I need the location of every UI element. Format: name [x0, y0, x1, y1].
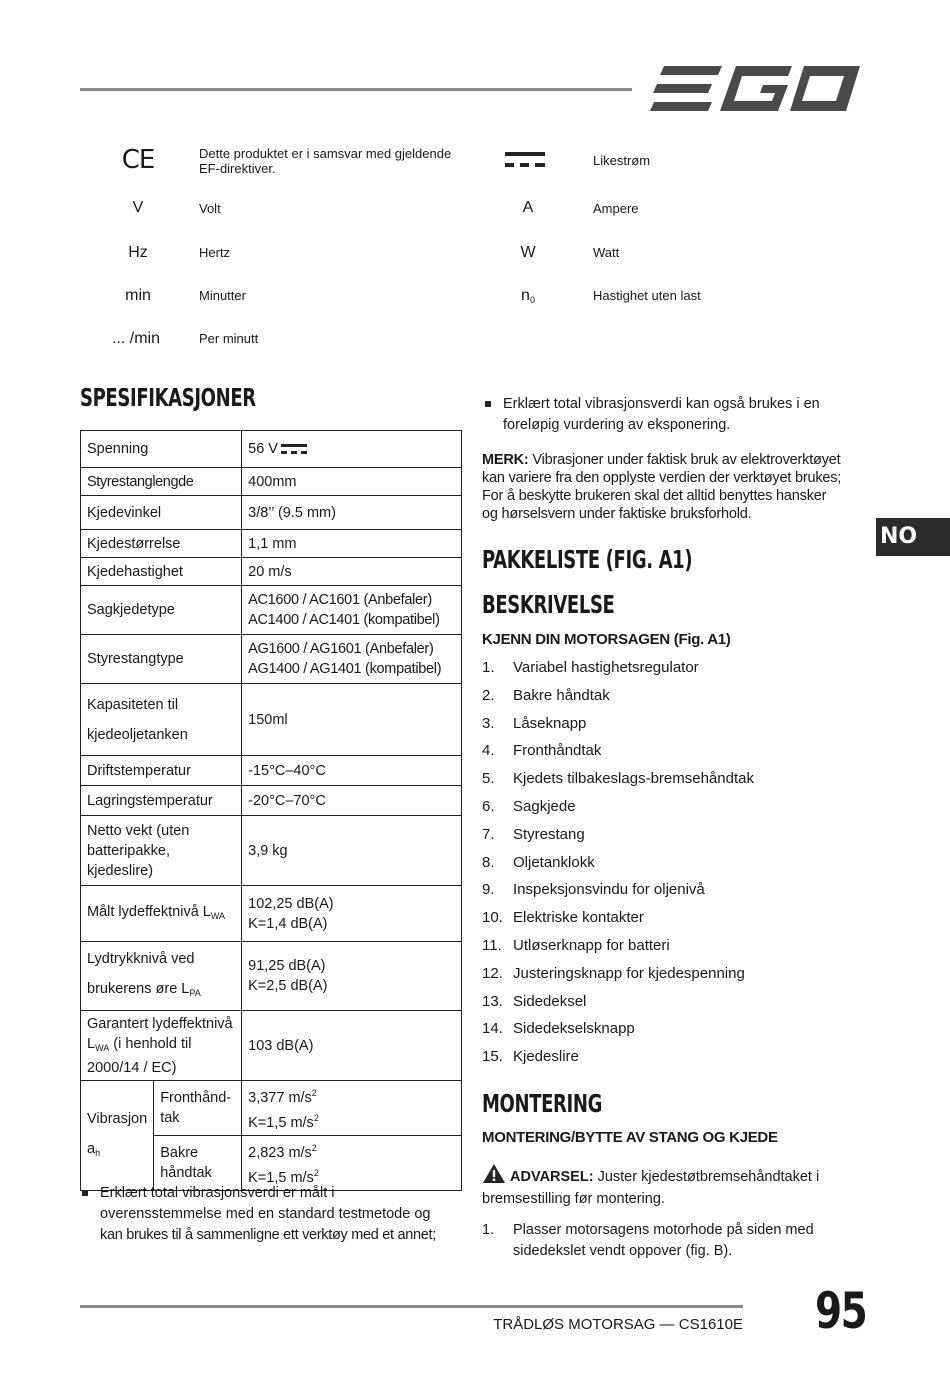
spec-label: Kapasiteten til kjedeoljetanken — [81, 684, 242, 756]
spec-value: 3,377 $m/s^2$ K=1,5 $m/s^2$ — [242, 1081, 462, 1136]
symbol-no-load-speed: $n_0$ — [521, 287, 535, 305]
step-1: 1. Plasser motorsagens motorhode på siden med sidedekslet vendt oppover (fig. B). — [482, 1222, 814, 1259]
symbol-desc-hertz: Hertz — [199, 245, 231, 260]
bullet-vibration-exposure: Erklært total vibrasjonsverdi kan også brukes i en foreløpig vurdering av eksponering. — [485, 394, 875, 436]
ego-logo — [650, 64, 862, 114]
ce-mark-icon: CE — [121, 145, 155, 175]
spec-table — [80, 430, 462, 1191]
spec-label-vibration: Vibrasjon $a_h$ — [81, 1081, 154, 1191]
warning-label: ADVARSEL: — [510, 1169, 594, 1185]
spec-value: 150ml — [242, 684, 462, 756]
spec-label: Styrestangtype — [81, 635, 242, 684]
spec-value: 1,1 mm — [242, 530, 462, 558]
spec-label: Driftstemperatur — [81, 756, 242, 786]
spec-label: Kjedestørrelse — [81, 530, 242, 558]
kjenn-subheading: KJENN DIN MOTORSAGEN (Fig. A1) — [482, 631, 731, 648]
spec-label: Lydtrykknivå ved brukerens øre $L_{PA}$ — [81, 942, 242, 1011]
spec-label: Styrestanglengde — [81, 468, 242, 496]
symbol-watt: W — [520, 244, 536, 261]
symbol-desc-ce: Dette produktet er i samsvar med gjeldende EF-direktiver. — [199, 146, 452, 176]
spec-heading: SPESIFIKASJONER — [80, 383, 256, 412]
footer-rule — [80, 1305, 743, 1308]
spec-value: 3,9 kg — [242, 816, 462, 886]
spec-value: -15°C–40°C — [242, 756, 462, 786]
symbol-hertz: Hz — [128, 244, 148, 261]
spec-value: 20 m/s — [242, 558, 462, 586]
language-tab: NO — [876, 518, 950, 556]
spec-value: AC1600 / AC1601 (Anbefaler) AC1400 / AC1401 (kompatibel) — [242, 586, 462, 635]
note-label: MERK: — [482, 452, 529, 468]
pakkeliste-heading: PAKKELISTE (FIG. A1) — [482, 545, 693, 574]
spec-label: Målt lydeffektnivå $L_{WA}$ — [81, 886, 242, 942]
spec-value: 2,823 $m/s^2$ K=1,5 $m/s^2$ — [242, 1136, 462, 1191]
warning-advarsel: ADVARSEL: Juster kjedestøtbremsehåndtaket i bremsestilling før montering. — [482, 1163, 872, 1210]
spec-label: Garantert lydeffektnivå $L_{WA}$ (i henhold til 2000/14 / EC) — [81, 1011, 242, 1081]
symbol-per-min: ... /min — [111, 330, 160, 347]
symbol-desc-ampere: Ampere — [593, 201, 639, 216]
spec-label: Kjedehastighet — [81, 558, 242, 586]
header-rule — [80, 88, 632, 91]
spec-value: -20°C–70°C — [242, 786, 462, 816]
spec-value: 102,25 dB(A) K=1,4 dB(A) — [242, 886, 462, 942]
montering-heading: MONTERING — [482, 1089, 603, 1118]
direct-current-icon — [281, 443, 307, 455]
spec-label: Sagkjedetype — [81, 586, 242, 635]
spec-value: 3/8’’ (9.5 mm) — [242, 496, 462, 530]
symbol-ampere: A — [522, 199, 534, 216]
footer-title: TRÅDLØS MOTORSAG — CS1610E — [493, 1316, 743, 1333]
direct-current-icon — [505, 152, 545, 170]
beskrivelse-heading: BESKRIVELSE — [482, 590, 615, 619]
symbol-desc-watt: Watt — [593, 245, 620, 260]
spec-value: 400mm — [242, 468, 462, 496]
symbol-desc-min: Minutter — [199, 288, 246, 303]
spec-sublabel: Fronthånd- tak — [154, 1081, 242, 1136]
spec-value: AG1600 / AG1601 (Anbefaler) AG1400 / AG1401 (kompatibel) — [242, 635, 462, 684]
spec-label: Lagringstemperatur — [81, 786, 242, 816]
symbol-min: min — [125, 287, 151, 304]
symbol-desc-dc: Likestrøm — [593, 153, 651, 168]
montering-subheading: MONTERING/BYTTE AV STANG OG KJEDE — [482, 1129, 778, 1146]
spec-label: Kjedevinkel — [81, 496, 242, 530]
symbol-desc-per-min: Per minutt — [199, 331, 259, 346]
note-merk: MERK: Vibrasjoner under faktisk bruk av elektroverktøyet kan variere fra den opplyste verdien der verktøyet brukes; For å beskytte brukeren skal det alltid benyttes hansker og hørselsvern under faktiske bruksforhold. — [482, 452, 842, 522]
warning-triangle-icon — [482, 1163, 506, 1184]
symbol-desc-volt: Volt — [199, 201, 221, 216]
spec-sublabel: Bakre håndtak — [154, 1136, 242, 1191]
spec-label: Spenning — [81, 431, 242, 468]
symbol-desc-no-load-speed: Hastighet uten last — [593, 288, 701, 303]
symbol-volt: V — [132, 199, 144, 216]
bullet-vibration-measured: Erklært total vibrasjonsverdi er målt i overensstemmelse med en standard testmetode og kan brukes til å sammenligne ett verktøy med et annet; — [82, 1183, 472, 1246]
spec-value: 103 dB(A) — [242, 1011, 462, 1081]
page-number: 95 — [815, 1282, 867, 1340]
spec-value: 91,25 dB(A) K=2,5 dB(A) — [242, 942, 462, 1011]
spec-value: 56 V — [242, 431, 462, 468]
spec-label: Netto vekt (uten batteripakke, kjedeslire) — [81, 816, 242, 886]
